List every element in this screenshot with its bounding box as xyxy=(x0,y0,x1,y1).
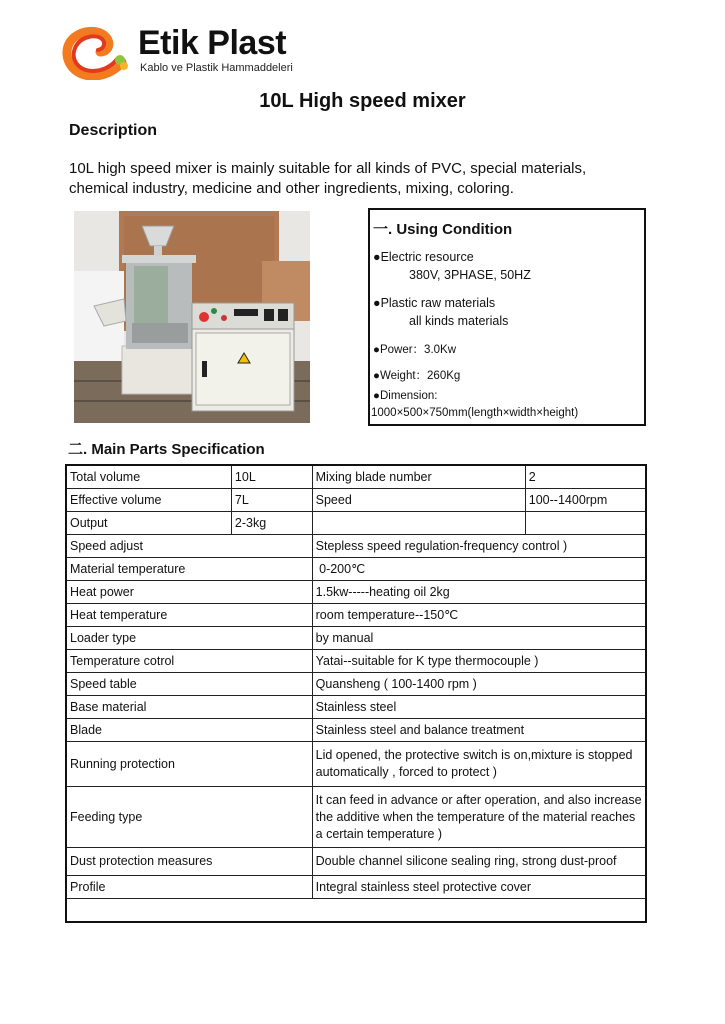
spec-label: Feeding type xyxy=(66,787,312,848)
spec-label: Total volume xyxy=(66,465,231,489)
table-row xyxy=(66,787,646,848)
table-row xyxy=(66,848,646,876)
table-row xyxy=(66,719,646,742)
spec-value: 1.5kw-----heating oil 2kg xyxy=(312,581,646,604)
table-row xyxy=(66,465,646,489)
spec-value: Quansheng ( 100-1400 rpm ) xyxy=(312,673,646,696)
table-row xyxy=(66,876,646,899)
spec-value: 10L xyxy=(231,465,312,489)
spec-label: Loader type xyxy=(66,627,312,650)
main-parts-heading: 二. Main Parts Specification xyxy=(68,441,265,458)
spec-value: 0-200℃ xyxy=(312,558,646,581)
spec-label: Speed table xyxy=(66,673,312,696)
bullet-icon: ● xyxy=(373,390,380,402)
condition-electric-resource: ●Electric resource xyxy=(373,250,474,264)
table-row xyxy=(66,581,646,604)
table-row-empty xyxy=(66,899,646,923)
spec-label: Heat power xyxy=(66,581,312,604)
brand-logo xyxy=(60,22,310,82)
table-row xyxy=(66,512,646,535)
spec-label: Dust protection measures xyxy=(66,848,312,876)
spec-label: Temperature cotrol xyxy=(66,650,312,673)
spec-value: 7L xyxy=(231,489,312,512)
condition-dimension-value: 1000×500×750mm(length×width×height) xyxy=(371,407,579,419)
spec-value: room temperature--150℃ xyxy=(312,604,646,627)
spec-value: Double channel silicone sealing ring, strong dust-proof xyxy=(312,848,646,876)
spec-value: by manual xyxy=(312,627,646,650)
empty-cell xyxy=(66,899,646,923)
condition-weight: ●Weight：260Kg xyxy=(373,370,461,382)
description-heading: Description xyxy=(69,122,158,139)
bullet-icon: ● xyxy=(373,250,381,264)
spec-value: 2-3kg xyxy=(231,512,312,535)
condition-plastic-raw-materials-value: all kinds materials xyxy=(409,314,509,328)
spec-label: Mixing blade number xyxy=(312,465,525,489)
spec-label xyxy=(312,512,525,535)
bullet-icon: ● xyxy=(373,296,381,310)
condition-electric-resource-value: 380V, 3PHASE, 50HZ xyxy=(409,268,531,282)
spec-value: Integral stainless steel protective cover xyxy=(312,876,646,899)
swirl-e-logo-icon xyxy=(60,22,132,80)
using-condition-heading: 一. Using Condition xyxy=(373,221,513,238)
table-row xyxy=(66,489,646,512)
spec-table xyxy=(65,464,647,923)
spec-value: 2 xyxy=(525,465,646,489)
spec-label: Base material xyxy=(66,696,312,719)
mixer-machine-image xyxy=(74,211,310,423)
spec-value: Stainless steel and balance treatment xyxy=(312,719,646,742)
spec-label: Running protection xyxy=(66,742,312,787)
spec-value: Stainless steel xyxy=(312,696,646,719)
spec-label: Effective volume xyxy=(66,489,231,512)
product-photo xyxy=(74,211,310,423)
description-text: 10L high speed mixer is mainly suitable for all kinds of PVC, special materials, chemical industry, medicine and other ingredients, mixing, coloring. xyxy=(69,160,587,197)
spec-label: Material temperature xyxy=(66,558,312,581)
spec-value: Lid opened, the protective switch is on,mixture is stopped automatically , forced to protect ) xyxy=(312,742,646,787)
condition-power: ●Power：3.0Kw xyxy=(373,344,457,356)
bullet-icon: ● xyxy=(373,370,380,382)
spec-label: Profile xyxy=(66,876,312,899)
bullet-icon: ● xyxy=(373,344,380,356)
spec-label: Blade xyxy=(66,719,312,742)
spec-label: Output xyxy=(66,512,231,535)
table-row xyxy=(66,742,646,787)
table-row xyxy=(66,673,646,696)
table-row xyxy=(66,535,646,558)
spec-label: Heat temperature xyxy=(66,604,312,627)
table-row xyxy=(66,696,646,719)
using-condition-box xyxy=(368,208,646,426)
table-row xyxy=(66,558,646,581)
spec-value xyxy=(525,512,646,535)
spec-value: It can feed in advance or after operation, and also increase the additive when the temperature of the material reaches a certain temperature ) xyxy=(312,787,646,848)
condition-plastic-raw-materials: ●Plastic raw materials xyxy=(373,296,496,310)
brand-tagline: Kablo ve Plastik Hammaddeleri xyxy=(140,62,293,74)
spec-label: Speed xyxy=(312,489,525,512)
spec-label: Speed adjust xyxy=(66,535,312,558)
condition-dimension: ●Dimension: xyxy=(373,390,438,402)
spec-value: Stepless speed regulation-frequency control ) xyxy=(312,535,646,558)
table-row xyxy=(66,604,646,627)
spec-value: 100--1400rpm xyxy=(525,489,646,512)
brand-name: Etik Plast xyxy=(138,24,287,62)
table-row xyxy=(66,650,646,673)
table-row xyxy=(66,627,646,650)
spec-value: Yatai--suitable for K type thermocouple ) xyxy=(312,650,646,673)
page-title: 10L High speed mixer xyxy=(259,90,466,112)
